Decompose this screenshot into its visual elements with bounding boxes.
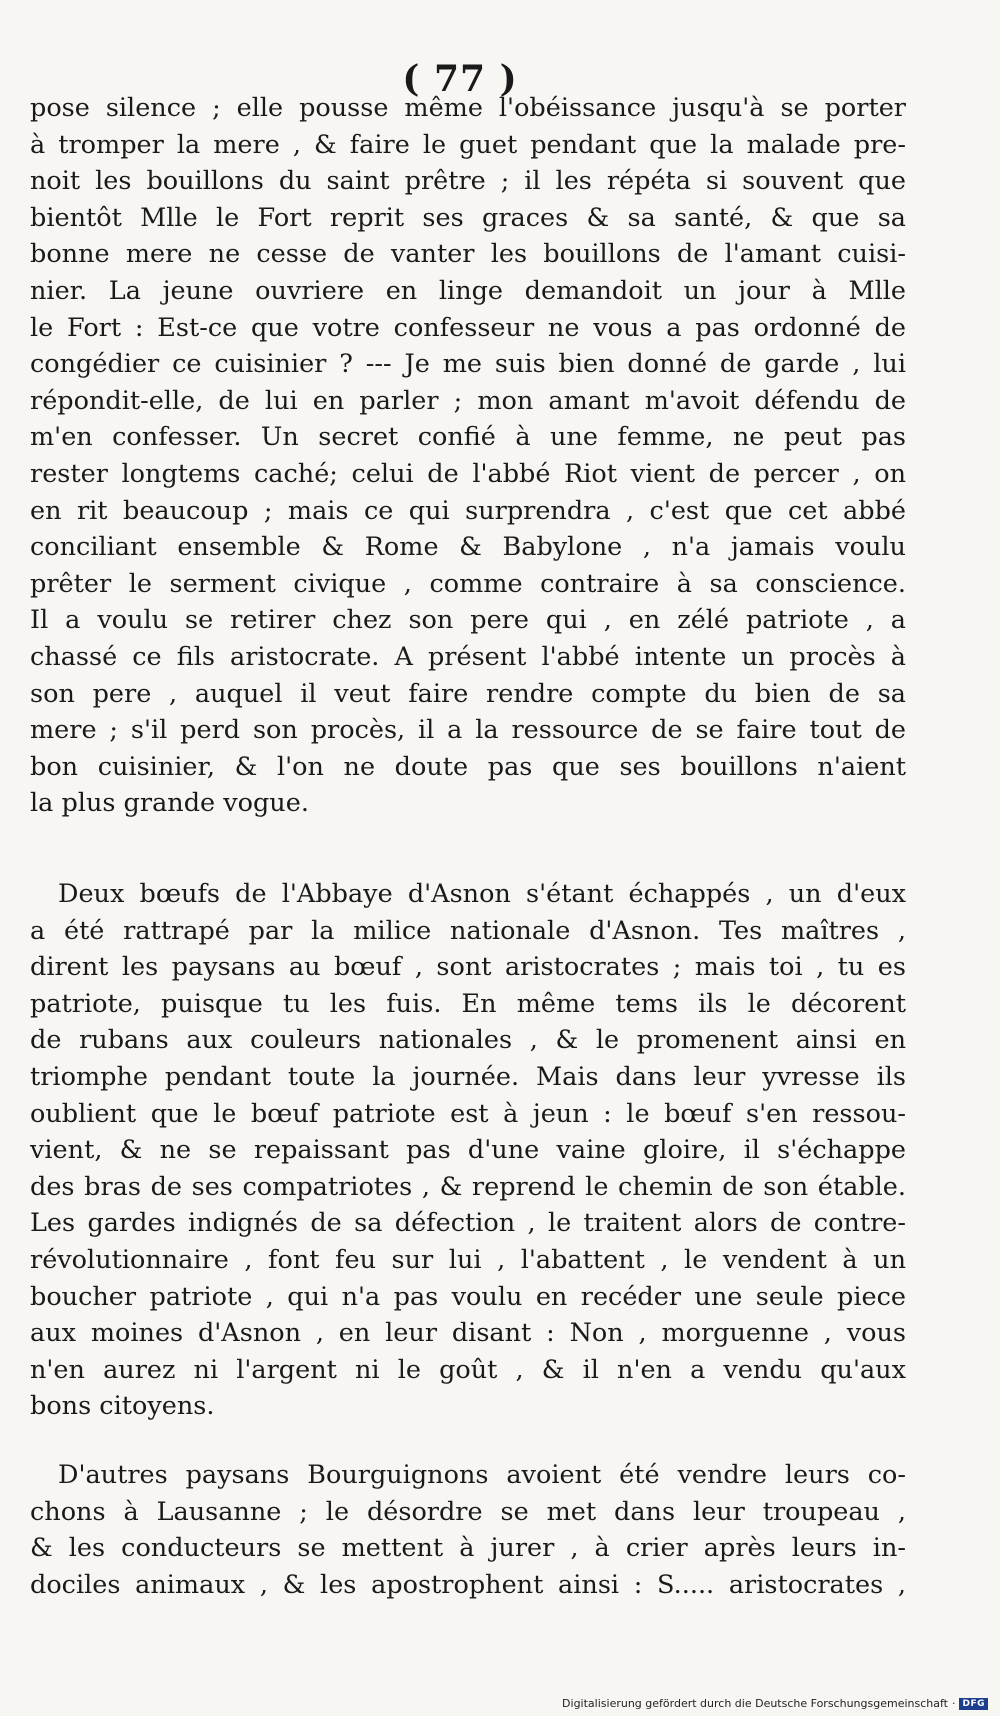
text-line: vient, & ne se repaissant pas d'une vaine gloire, il s'échappe bbox=[30, 1135, 906, 1166]
footer-credit-text: Digitalisierung gefördert durch die Deutsche Forschungsgemeinschaft bbox=[562, 1697, 948, 1710]
text-line: la plus grande vogue. bbox=[30, 788, 309, 819]
text-line: & les conducteurs se mettent à jurer , à crier après leurs in- bbox=[30, 1533, 906, 1564]
text-line: n'en aurez ni l'argent ni le goût , & il n'en a vendu qu'aux bbox=[30, 1354, 906, 1385]
paragraph-1 bbox=[30, 90, 906, 822]
paragraph-3 bbox=[30, 1457, 906, 1603]
text-line: chons à Lausanne ; le désordre se met dans leur troupeau , bbox=[30, 1496, 906, 1527]
text-line: dirent les paysans au bœuf , sont aristocrates ; mais toi , tu es bbox=[30, 952, 906, 983]
text-line: nier. La jeune ouvriere en linge demandoit un jour à Mlle bbox=[30, 275, 906, 306]
text-line: Il a voulu se retirer chez son pere qui , en zélé patriote , a bbox=[30, 605, 906, 636]
text-line: rester longtems caché; celui de l'abbé Riot vient de percer , on bbox=[30, 458, 906, 489]
text-line: bientôt Mlle le Fort reprit ses graces & sa santé, & que sa bbox=[30, 202, 906, 233]
text-line: de rubans aux couleurs nationales , & le promenent ainsi en bbox=[30, 1025, 906, 1056]
text-line: noit les bouillons du saint prêtre ; il les répéta si souvent que bbox=[30, 166, 906, 197]
text-line: Les gardes indignés de sa défection , le traitent alors de contre- bbox=[30, 1208, 906, 1239]
text-line: répondit-elle, de lui en parler ; mon amant m'avoit défendu de bbox=[30, 385, 906, 416]
text-line: en rit beaucoup ; mais ce qui surprendra , c'est que cet abbé bbox=[30, 495, 906, 526]
paragraph-2 bbox=[30, 876, 906, 1425]
text-line: Deux bœufs de l'Abbaye d'Asnon s'étant échappés , un d'eux bbox=[58, 879, 906, 909]
text-line: révolutionnaire , font feu sur lui , l'abattent , le vendent à un bbox=[30, 1244, 906, 1275]
text-line: mere ; s'il perd son procès, il a la ressource de se faire tout de bbox=[30, 715, 906, 746]
text-line: patriote, puisque tu les fuis. En même tems ils le décorent bbox=[30, 988, 906, 1019]
text-line: son pere , auquel il veut faire rendre compte du bien de sa bbox=[30, 678, 906, 709]
text-line: chassé ce fils aristocrate. A présent l'abbé intente un procès à bbox=[30, 641, 906, 672]
text-line: bon cuisinier, & l'on ne doute pas que ses bouillons n'aient bbox=[30, 751, 906, 782]
text-line: pose silence ; elle pousse même l'obéissance jusqu'à se porter bbox=[30, 93, 906, 123]
text-line: le Fort : Est-ce que votre confesseur ne vous a pas ordonné de bbox=[30, 312, 906, 343]
text-line: bonne mere ne cesse de vanter les bouillons de l'amant cuisi- bbox=[30, 239, 906, 270]
text-line: boucher patriote , qui n'a pas voulu en recéder une seule piece bbox=[30, 1281, 906, 1312]
text-line: aux moines d'Asnon , en leur disant : Non , morguenne , vous bbox=[30, 1318, 906, 1349]
text-line: des bras de ses compatriotes , & reprend le chemin de son étable. bbox=[30, 1171, 906, 1202]
text-line: a été rattrapé par la milice nationale d'Asnon. Tes maîtres , bbox=[30, 915, 906, 946]
text-line: dociles animaux , & les apostrophent ainsi : S..... aristocrates , bbox=[30, 1569, 906, 1600]
text-line: bons citoyens. bbox=[30, 1391, 215, 1422]
text-line: prêter le serment civique , comme contraire à sa conscience. bbox=[30, 568, 906, 599]
text-line: D'autres paysans Bourguignons avoient été vendre leurs co- bbox=[58, 1460, 906, 1490]
text-line: à tromper la mere , & faire le guet pendant que la malade pre- bbox=[30, 129, 906, 160]
text-line: conciliant ensemble & Rome & Babylone , n'a jamais voulu bbox=[30, 532, 906, 563]
text-line: m'en confesser. Un secret confié à une femme, ne peut pas bbox=[30, 422, 906, 453]
separator: · bbox=[951, 1697, 956, 1710]
text-line: congédier ce cuisinier ? --- Je me suis bien donné de garde , lui bbox=[30, 349, 906, 380]
dfg-logo-icon: DFG bbox=[959, 1698, 988, 1710]
text-line: triomphe pendant toute la journée. Mais dans leur yvresse ils bbox=[30, 1061, 906, 1092]
text-line: oublient que le bœuf patriote est à jeun : le bœuf s'en ressou- bbox=[30, 1098, 906, 1129]
digitization-footer bbox=[562, 1697, 988, 1710]
page-number: ( 77 ) bbox=[402, 58, 518, 100]
